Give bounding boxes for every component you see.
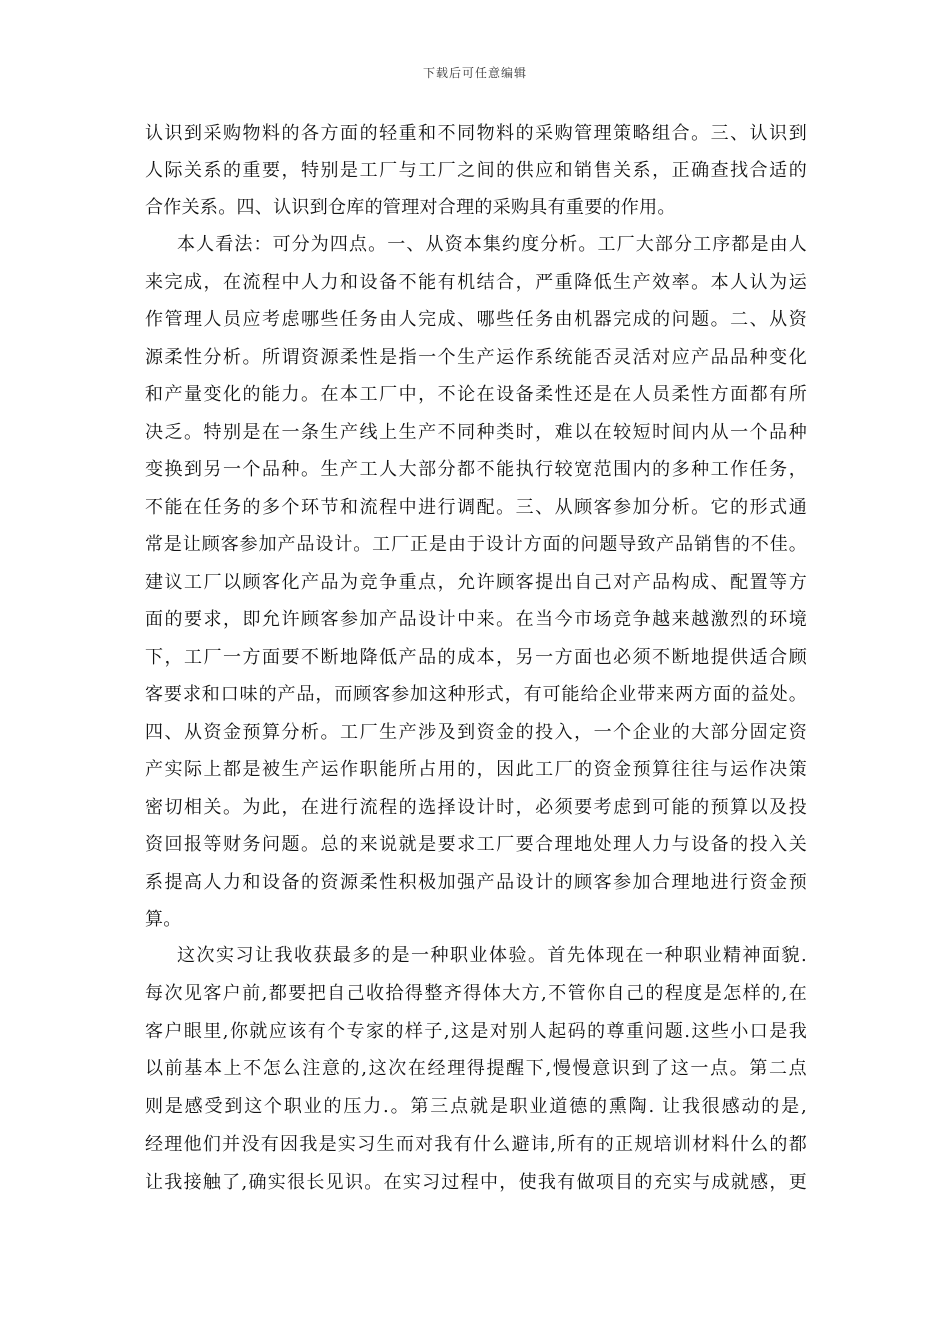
- paragraph-line: 以前基本上不怎么注意的,这次在经理得提醒下,慢慢意识到了这一点。第二点: [145, 1058, 807, 1079]
- paragraph-line: 资回报等财务问题。总的来说就是要求工厂要合理地处理人力与设备的投入关: [145, 834, 807, 855]
- paragraph-line: 常是让顾客参加产品设计。工厂正是由于设计方面的问题导致产品销售的不佳。: [145, 534, 807, 555]
- paragraph-line: 面的要求，即允许顾客参加产品设计中来。在当今市场竞争越来越激烈的环境: [145, 609, 807, 630]
- paragraph-line: 建议工厂以顾客化产品为竞争重点，允许顾客提出自己对产品构成、配置等方: [145, 572, 807, 593]
- paragraph-line: 则是感受到这个职业的压力.。第三点就是职业道德的熏陶. 让我很感动的是,: [145, 1096, 807, 1117]
- paragraph-line: 让我接触了,确实很长见识。在实习过程中，使我有做项目的充实与成就感，更: [145, 1172, 807, 1193]
- paragraph-line: 系提高人力和设备的资源柔性积极加强产品设计的顾客参加合理地进行资金预: [145, 872, 807, 893]
- paragraph-line: 认识到采购物料的各方面的轻重和不同物料的采购管理策略组合。三、认识到: [145, 123, 807, 144]
- paragraph-line: 客要求和口味的产品，而顾客参加这种形式，有可能给企业带来两方面的益处。: [145, 684, 807, 705]
- paragraph-line: 经理他们并没有因我是实习生而对我有什么避讳,所有的正规培训材料什么的都: [145, 1134, 807, 1155]
- paragraph-line: 不能在任务的多个环节和流程中进行调配。三、从顾客参加分析。它的形式通: [145, 497, 807, 518]
- paragraph-line: 客户眼里,你就应该有个专家的样子,这是对别人起码的尊重问题.这些小口是我: [145, 1021, 807, 1042]
- paragraph-line: 决乏。特别是在一条生产线上生产不同种类时，难以在较短时间内从一个品种: [145, 422, 807, 443]
- paragraph-line: 和产量变化的能力。在本工厂中，不论在设备柔性还是在人员柔性方面都有所: [145, 384, 807, 405]
- paragraph-line: 这次实习让我收获最多的是一种职业体验。首先体现在一种职业精神面貌.: [177, 945, 807, 966]
- page-header: 下载后可任意编辑: [422, 66, 527, 80]
- paragraph-line: 密切相关。为此，在进行流程的选择设计时，必须要考虑到可能的预算以及投: [145, 797, 807, 818]
- paragraph-line: 变换到另一个品种。生产工人大部分都不能执行较宽范围内的多种工作任务，: [145, 459, 807, 480]
- paragraph-line: 合作关系。四、认识到仓库的管理对合理的采购具有重要的作用。: [145, 197, 676, 218]
- paragraph-line: 源柔性分析。所谓资源柔性是指一个生产运作系统能否灵活对应产品品种变化: [145, 347, 807, 368]
- paragraph-line: 算。: [145, 909, 182, 930]
- paragraph-line: 来完成，在流程中人力和设备不能有机结合，严重降低生产效率。本人认为运: [145, 272, 807, 293]
- paragraph-line: 作管理人员应考虑哪些任务由人完成、哪些任务由机器完成的问题。二、从资: [145, 309, 807, 330]
- paragraph-line: 下，工厂一方面要不断地降低产品的成本，另一方面也必须不断地提供适合顾: [145, 647, 807, 668]
- paragraph-line: 人际关系的重要，特别是工厂与工厂之间的供应和销售关系，正确查找合适的: [145, 160, 807, 181]
- paragraph-line: 产实际上都是被生产运作职能所占用的，因此工厂的资金预算往往与运作决策: [145, 759, 807, 780]
- paragraph-line: 四、从资金预算分析。工厂生产涉及到资金的投入，一个企业的大部分固定资: [145, 722, 807, 743]
- paragraph-line: 本人看法：可分为四点。一、从资本集约度分析。工厂大部分工序都是由人: [177, 234, 807, 255]
- paragraph-line: 每次见客户前,都要把自己收拾得整齐得体大方,不管你自己的程度是怎样的,在: [145, 983, 807, 1004]
